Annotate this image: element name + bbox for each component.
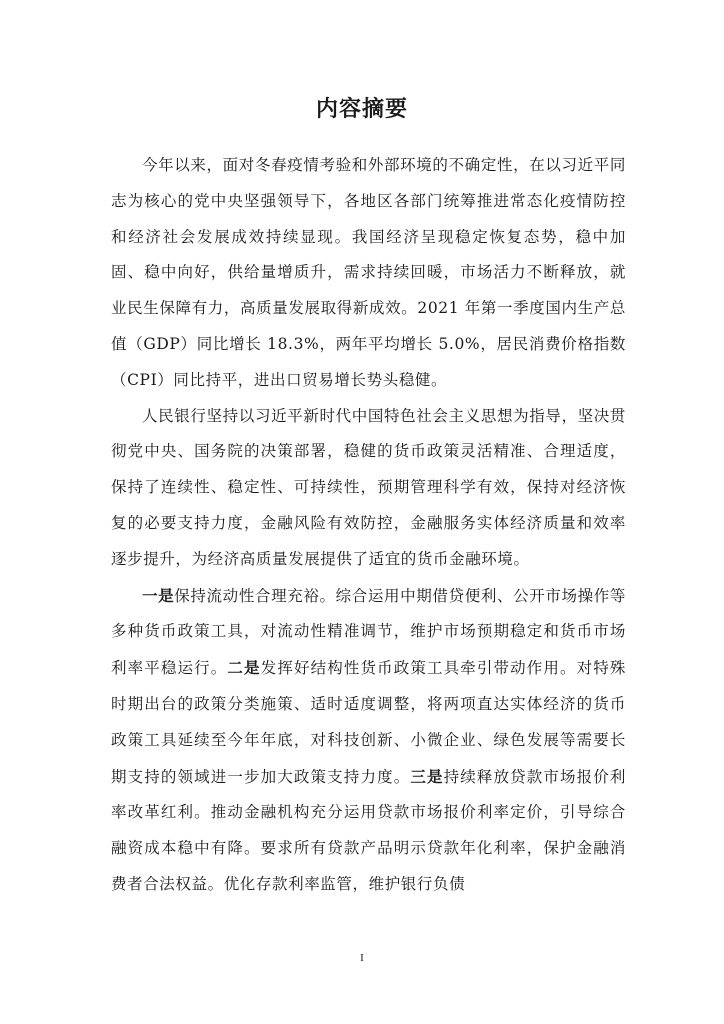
paragraph-economy	[111, 148, 626, 399]
paragraph-text: 今年以来，面对冬春疫情考验和外部环境的不确定性，在以习近平同志为核心的党中央坚强领导下，各地区各部门统筹推进常态化疫情防控和经济社会发展成效持续显现。我国经济呈现稳定恢复态势，稳中加固、稳中向好，供给量增质升，需求持续回暖，市场活力不断释放，就业民生保障有力，高质量发展取得新成效。2021 年第一季度国内生产总值（GDP）同比增长 18.3%，两年平均增长 5.0%，居民消费价格指数（CPI）同比持平，进出口贸易增长势头稳健。	[111, 156, 626, 389]
emphasis-label: 二是	[227, 658, 261, 678]
summary-body	[111, 148, 626, 903]
emphasis-label: 一是	[142, 585, 175, 605]
paragraph-measures	[111, 578, 626, 903]
paragraph-text: 人民银行坚持以习近平新时代中国特色社会主义思想为指导，坚决贯彻党中央、国务院的决策部署，稳健的货币政策灵活精准、合理适度，保持了连续性、稳定性、可持续性，预期管理科学有效，保持对经济恢复的必要支持力度，金融风险有效防控，金融服务实体经济质量和效率逐步提升，为经济高质量发展提供了适宜的货币金融环境。	[111, 406, 626, 568]
page-title: 内容摘要	[315, 97, 408, 122]
paragraph-pboc-policy	[111, 399, 626, 578]
paragraph-text: 保持流动性合理充裕。综合运用中期借贷便利、公开市场操作等多种货币政策工具，对流动性精准调节，维护市场预期稳定和货币市场利率平稳运行。	[111, 586, 626, 678]
emphasis-label: 三是	[410, 766, 444, 786]
paragraph-text: 发挥好结构性货币政策工具牵引带动作用。对特殊时期出台的政策分类施策、适时适度调整，将两项直达实体经济的货币政策工具延续至今年年底，对科技创新、小微企业、绿色发展等需要长期支持的领域进一步加大政策支持力度。	[111, 659, 627, 786]
paragraph-text: 持续释放贷款市场报价利率改革红利。推动金融机构充分运用贷款市场报价利率定价，引导综合融资成本稳中有降。要求所有贷款产品明示贷款年化利率，保护金融消费者合法权益。优化存款利率监管，维护银行负债	[111, 767, 626, 893]
page-number: I	[360, 952, 364, 964]
